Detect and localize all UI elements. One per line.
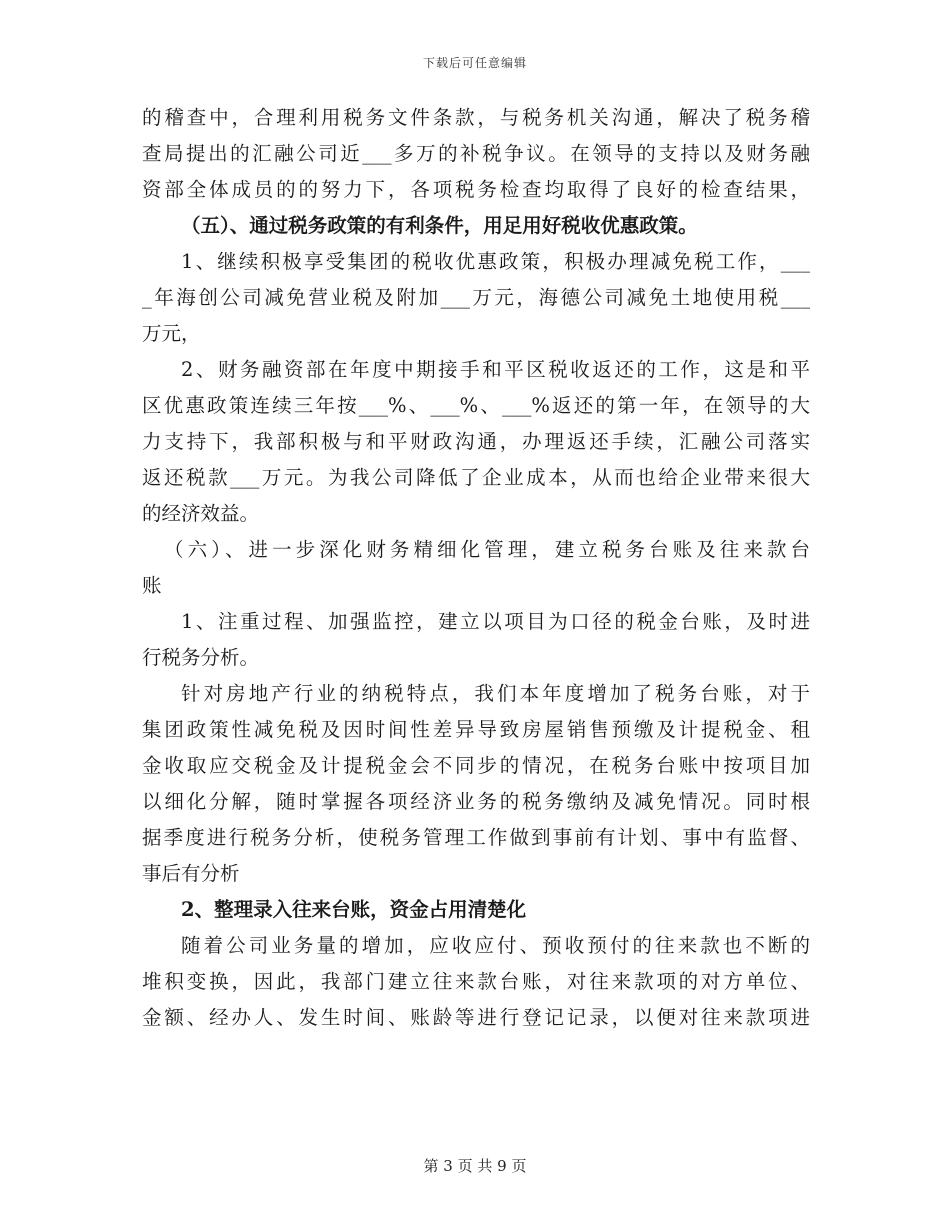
text-line: 区优惠政策连续三年按___%、___%、___%返还的第一年，在领导的大: [142, 394, 810, 417]
page-number: 第 3 页 共 9 页: [423, 1157, 527, 1175]
text-line: 返还税款___万元。为我公司降低了企业成本，从而也给企业带来很大: [142, 466, 810, 489]
document-body: [142, 100, 810, 1036]
text-line: 1、继续积极享受集团的税收优惠政策，积极办理减免税工作，___: [181, 250, 810, 273]
text-line: 1、注重过程、加强监控，建立以项目为口径的税金台账，及时进: [181, 610, 810, 633]
text-line: 万元，: [142, 322, 201, 345]
text-line: 金收取应交税金及计提税金会不同步的情况，在税务台账中按项目加: [142, 754, 810, 777]
text-line: 资部全体成员的的努力下，各项税务检查均取得了良好的检查结果，: [142, 178, 810, 201]
text-line: 事后有分析: [142, 862, 240, 885]
text-line: 力支持下，我部积极与和平财政沟通，办理返还手续，汇融公司落实: [142, 430, 810, 453]
text-line: 行税务分析。: [142, 646, 260, 669]
text-line: 2、财务融资部在年度中期接手和平区税收返还的工作，这是和平: [181, 358, 810, 381]
subsection-heading: 2、整理录入往来台账，资金占用清楚化: [181, 898, 527, 921]
text-line: 的稽查中，合理利用税务文件条款，与税务机关沟通，解决了税务稽: [142, 106, 810, 129]
text-line: 的经济效益。: [142, 502, 260, 525]
section-heading-6: （六）、进一步深化财务精细化管理，建立税务台账及往来款台: [164, 538, 810, 561]
text-line: 堆积变换，因此，我部门建立往来款台账，对往来款项的对方单位、: [142, 970, 810, 993]
text-line: _年海创公司减免营业税及附加___万元，海德公司减免土地使用税___: [142, 286, 810, 309]
text-line: 查局提出的汇融公司近___多万的补税争议。在领导的支持以及财务融: [142, 142, 810, 165]
text-line: 随着公司业务量的增加，应收应付、预收预付的往来款也不断的: [181, 934, 810, 957]
text-line: 账: [142, 574, 162, 597]
section-heading-5: （五）、通过税务政策的有利条件，用足用好税收优惠政策。: [181, 214, 698, 237]
text-line: 针对房地产行业的纳税特点，我们本年度增加了税务台账，对于: [181, 682, 810, 705]
text-line: 据季度进行税务分析，使税务管理工作做到事前有计划、事中有监督、: [142, 826, 810, 849]
page-header: 下载后可任意编辑: [422, 56, 527, 70]
text-line: 以细化分解，随时掌握各项经济业务的税务缴纳及减免情况。同时根: [142, 790, 810, 813]
text-line: 金额、经办人、发生时间、账龄等进行登记记录，以便对往来款项进: [142, 1006, 810, 1029]
text-line: 集团政策性减免税及因时间性差异导致房屋销售预缴及计提税金、租: [142, 718, 810, 741]
